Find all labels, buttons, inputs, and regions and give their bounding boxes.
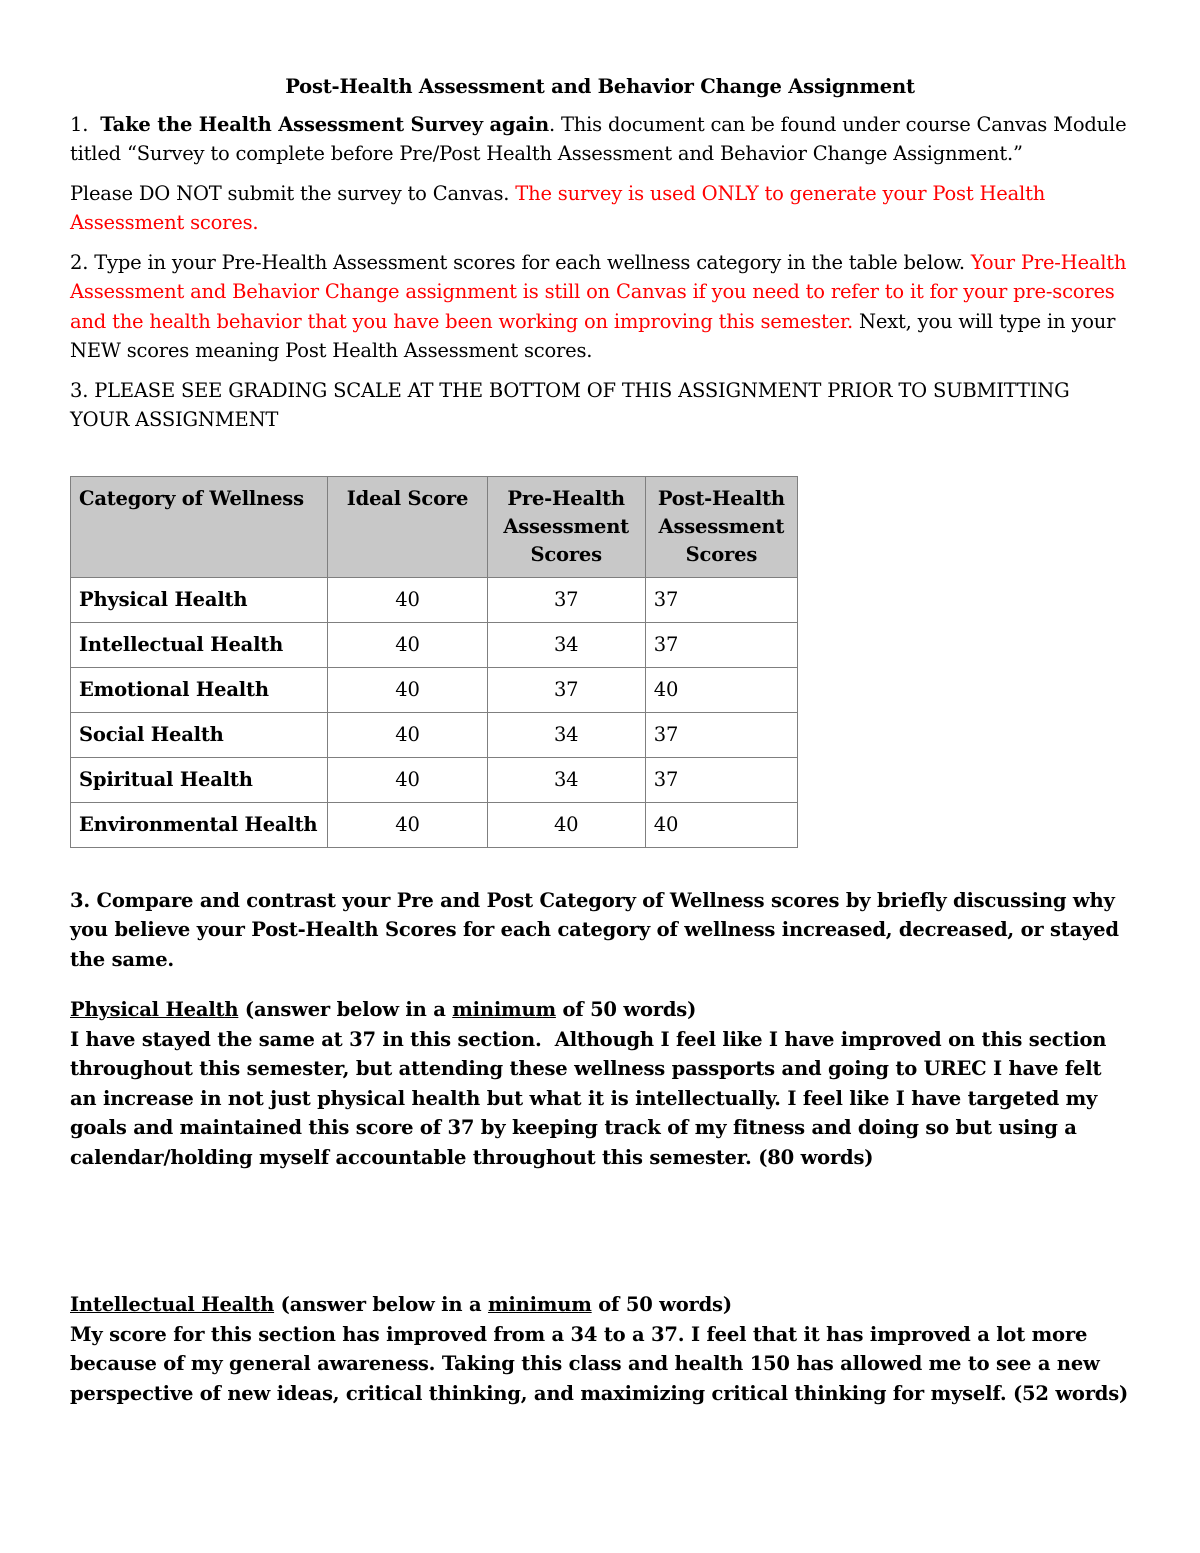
row-pre: 34 bbox=[487, 757, 645, 802]
physical-health-heading: Physical Health bbox=[70, 998, 239, 1021]
row-post: 37 bbox=[645, 577, 797, 622]
survey-note-red: The survey is used ONLY to generate your Post Health Assessment scores. bbox=[70, 181, 1046, 234]
physical-health-answer: I have stayed the same at 37 in this section. Although I feel like I have improved on this section throughout this semester, but attending these wellness passports and going to UREC I have felt an increase in not just physical health but what it is intellectually. I feel like I have targeted my goals and maintained this score of 37 by keeping track of my fitness and doing so but using a calendar/holding myself accountable throughout this semester. (80 words) bbox=[70, 1027, 1113, 1169]
row-pre: 37 bbox=[487, 577, 645, 622]
survey-note-paragraph bbox=[70, 179, 1130, 238]
row-category: Environmental Health bbox=[71, 802, 328, 847]
step-1-number: 1. bbox=[70, 112, 89, 136]
row-pre: 34 bbox=[487, 712, 645, 757]
row-ideal: 40 bbox=[328, 667, 487, 712]
step-2-text-end: Next, you will type in your NEW scores meaning Post Health Assessment scores. bbox=[70, 309, 1116, 362]
physical-health-prompt bbox=[70, 995, 1130, 1025]
table-header-row bbox=[71, 476, 798, 577]
step-3-paragraph: 3. PLEASE SEE GRADING SCALE AT THE BOTTOM OF THIS ASSIGNMENT PRIOR TO SUBMITTING YOUR ASSIGNMENT bbox=[70, 378, 1070, 431]
intellectual-health-section bbox=[70, 1290, 1130, 1408]
table-row bbox=[71, 712, 798, 757]
intellectual-prompt-a: (answer below in a bbox=[274, 1293, 488, 1316]
physical-prompt-a: (answer below in a bbox=[238, 998, 453, 1021]
step-1-paragraph bbox=[70, 110, 1130, 169]
row-post: 37 bbox=[645, 757, 797, 802]
intellectual-health-heading: Intellectual Health bbox=[70, 1293, 275, 1316]
row-post: 40 bbox=[645, 802, 797, 847]
row-post: 37 bbox=[645, 712, 797, 757]
step-2-paragraph bbox=[70, 248, 1130, 366]
row-pre: 37 bbox=[487, 667, 645, 712]
row-post: 40 bbox=[645, 667, 797, 712]
answer-spacer bbox=[70, 1172, 1130, 1290]
intellectual-prompt-b: of 50 words) bbox=[591, 1293, 732, 1316]
header-pre-scores: Pre-Health Assessment Scores bbox=[487, 476, 645, 577]
intellectual-health-answer: My score for this section has improved from a 34 to a 37. I feel that it has improved a lot more because of my general awareness. Taking this class and health 150 has allowed me to see a new perspective of new ideas, critical thinking, and maximizing critical thinking for myself. (52 words) bbox=[70, 1322, 1129, 1405]
wellness-scores-table bbox=[70, 476, 798, 848]
header-post-scores: Post-Health Assessment Scores bbox=[645, 476, 797, 577]
intellectual-health-prompt bbox=[70, 1290, 1130, 1320]
row-ideal: 40 bbox=[328, 802, 487, 847]
row-category: Physical Health bbox=[71, 577, 328, 622]
row-ideal: 40 bbox=[328, 577, 487, 622]
row-category: Spiritual Health bbox=[71, 757, 328, 802]
row-category: Social Health bbox=[71, 712, 328, 757]
table-row bbox=[71, 802, 798, 847]
row-category: Emotional Health bbox=[71, 667, 328, 712]
step-1-bold: Take the Health Assessment Survey again bbox=[100, 112, 549, 136]
table-row bbox=[71, 667, 798, 712]
physical-health-section bbox=[70, 995, 1130, 1172]
table-row bbox=[71, 757, 798, 802]
survey-note-text: Please DO NOT submit the survey to Canvas. bbox=[70, 181, 516, 205]
physical-prompt-minimum: minimum bbox=[452, 998, 556, 1021]
table-row bbox=[71, 622, 798, 667]
row-ideal: 40 bbox=[328, 712, 487, 757]
physical-prompt-b: of 50 words) bbox=[555, 998, 697, 1021]
row-pre: 34 bbox=[487, 622, 645, 667]
compare-instruction: 3. Compare and contrast your Pre and Post Category of Wellness scores by briefly discussing why you believe your Post-Health Scores for each category of wellness increased, decreased, or stayed the same. bbox=[70, 888, 1119, 971]
row-category: Intellectual Health bbox=[71, 622, 328, 667]
header-ideal-score: Ideal Score bbox=[328, 476, 487, 577]
header-category: Category of Wellness bbox=[71, 476, 328, 577]
table-row bbox=[71, 577, 798, 622]
intellectual-prompt-minimum: minimum bbox=[487, 1293, 592, 1316]
step-1-text: . This document can be found under course Canvas Module titled “Survey to complete before Pre/Post Health Assessment and Behavior Change Assignment.” bbox=[70, 112, 1127, 165]
row-pre: 40 bbox=[487, 802, 645, 847]
page-title: Post-Health Assessment and Behavior Change Assignment bbox=[285, 75, 915, 98]
row-ideal: 40 bbox=[328, 757, 487, 802]
step-2-text: 2. Type in your Pre-Health Assessment scores for each wellness category in the table below. bbox=[70, 250, 971, 274]
row-post: 37 bbox=[645, 622, 797, 667]
step-2-red: Your Pre-Health Assessment and Behavior Change assignment is still on Canvas if you need to refer to it for your pre-scores and the health behavior that you have been working on improving this semester. bbox=[70, 250, 1127, 333]
row-ideal: 40 bbox=[328, 622, 487, 667]
